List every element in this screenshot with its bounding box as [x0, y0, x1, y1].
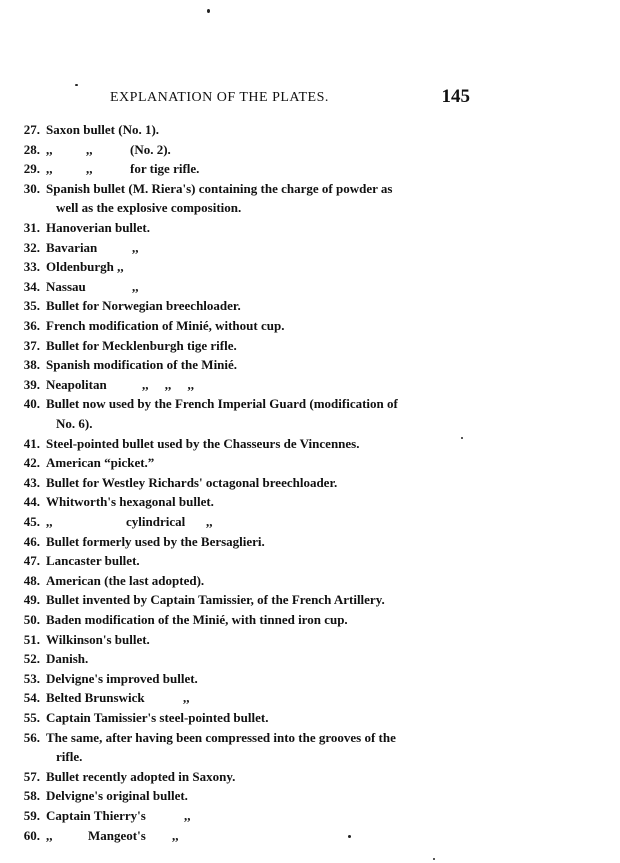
plate-entry [0, 396, 620, 415]
entry-number: 58. [23, 788, 40, 804]
plate-entry [0, 769, 620, 788]
entry-text: Hanoverian bullet. [46, 220, 151, 235]
entry-text: French modification of Minié, without cup. [46, 318, 285, 333]
entry-ditto-column: ,, [132, 278, 139, 294]
entry-number: 53. [23, 670, 40, 686]
entry-number: 57. [23, 768, 40, 784]
entry-ditto-column: Mangeot's [88, 827, 146, 843]
entry-text: Lancaster bullet. [46, 553, 140, 569]
entry-text: American (the last adopted). [46, 572, 205, 588]
plate-entry [0, 788, 620, 807]
entry-number: 55. [23, 710, 40, 725]
entry-text: ,, [46, 141, 53, 157]
entry-text: Oldenburgh ,, [46, 259, 124, 275]
entry-number: 52. [23, 651, 40, 667]
plate-entry [0, 710, 620, 729]
plate-entry [0, 259, 620, 278]
entry-text: Bullet invented by Captain Tamissier, of the French Artillery. [46, 592, 385, 608]
entry-text: Baden modification of the Minié, with tinned iron cup. [46, 612, 348, 627]
plate-entry [0, 494, 620, 513]
plate-entry [0, 690, 620, 709]
entry-number: 49. [23, 592, 40, 608]
scan-speck [433, 858, 435, 860]
plate-entry [0, 632, 620, 651]
entry-ditto-column: ,, [132, 239, 139, 255]
entry-ditto-column: ,, [184, 808, 191, 823]
entry-text: Bullet for Norwegian breechloader. [46, 298, 241, 314]
plate-entry [0, 318, 620, 337]
entry-number: 48. [23, 572, 40, 588]
entry-text: ,, [46, 827, 53, 843]
entry-text: Delvigne's original bullet. [46, 788, 188, 804]
entry-number: 30. [23, 180, 40, 196]
entry-ditto-column: cylindrical [126, 514, 186, 529]
entry-number: 33. [23, 259, 40, 275]
plate-entry [0, 436, 620, 455]
running-title: EXPLANATION OF THE PLATES. [110, 90, 329, 105]
plate-entry-continuation [0, 416, 620, 435]
plate-entry [0, 455, 620, 474]
entry-text: Bullet for Mecklenburgh tige rifle. [46, 337, 237, 353]
entry-text: Bavarian [46, 239, 98, 255]
entry-text: Captain Tamissier's steel-pointed bullet. [46, 710, 269, 725]
entry-ditto-column: for tige rifle. [130, 161, 200, 177]
entry-number: 34. [23, 278, 40, 294]
plate-entry [0, 377, 620, 396]
entry-number: 32. [23, 239, 40, 255]
scan-speck [75, 84, 78, 86]
plate-entry-continuation [0, 749, 620, 768]
plate-entry [0, 338, 620, 357]
entry-number: 40. [23, 396, 40, 412]
scan-speck [348, 835, 351, 838]
entry-text: Wilkinson's bullet. [46, 631, 150, 647]
entry-text: Bullet for Westley Richards' octagonal breechloader. [46, 474, 338, 490]
plate-entry [0, 651, 620, 670]
entry-text: Danish. [46, 651, 89, 667]
plate-entry [0, 357, 620, 376]
entry-number: 28. [23, 141, 40, 157]
plate-entry [0, 298, 620, 317]
plate-entry [0, 161, 620, 180]
plate-entry [0, 142, 620, 161]
entry-number: 35. [23, 298, 40, 314]
page-number: 145 [441, 86, 470, 107]
plate-entry [0, 592, 620, 611]
entry-text: The same, after having been compressed into the grooves of the [46, 729, 396, 745]
entry-number: 37. [23, 337, 40, 353]
entry-text: Bullet formerly used by the Bersaglieri. [46, 533, 265, 549]
plate-entry [0, 240, 620, 259]
entry-number: 43. [23, 474, 40, 490]
plate-entry [0, 828, 620, 847]
entry-text: ,, [46, 514, 53, 529]
entry-number: 56. [23, 729, 40, 745]
entry-text: Bullet now used by the French Imperial Guard (modification of [46, 396, 398, 412]
entry-number: 44. [23, 494, 40, 510]
entry-text: Belted Brunswick [46, 690, 145, 706]
entry-ditto-column: ,, [172, 827, 179, 843]
plate-entry [0, 612, 620, 631]
entry-text: ,, [46, 161, 53, 177]
entry-ditto-column: ,, ,, ,, [142, 376, 194, 392]
entry-number: 36. [23, 318, 40, 333]
entry-ditto-column: ,, [183, 690, 190, 706]
entry-number: 38. [23, 357, 40, 373]
plate-entry [0, 534, 620, 553]
plate-entry [0, 279, 620, 298]
entry-text: Neapolitan [46, 376, 107, 392]
plate-entry [0, 671, 620, 690]
entry-text: Nassau [46, 278, 86, 294]
entry-ditto-column: ,, [206, 514, 213, 529]
entry-number: 27. [23, 122, 40, 137]
entry-text: Captain Thierry's [46, 808, 146, 823]
entry-text: Saxon bullet (No. 1). [46, 122, 160, 137]
scan-speck [207, 9, 210, 13]
entry-continuation-text: well as the explosive composition. [56, 200, 242, 216]
entry-number: 60. [23, 827, 40, 843]
entry-text: Whitworth's hexagonal bullet. [46, 494, 214, 510]
entry-text: Delvigne's improved bullet. [46, 670, 198, 686]
entry-text: Spanish bullet (M. Riera's) containing the charge of powder as [46, 180, 393, 196]
scan-speck [461, 437, 463, 439]
entry-ditto-column: ,, [86, 161, 93, 177]
plate-entry [0, 573, 620, 592]
plate-entry [0, 122, 620, 141]
entry-number: 29. [23, 161, 40, 177]
entry-number: 50. [23, 612, 40, 627]
entry-number: 54. [23, 690, 40, 706]
entry-number: 39. [23, 376, 40, 392]
entry-number: 46. [23, 533, 40, 549]
entry-ditto-column: (No. 2). [130, 141, 171, 157]
plate-entry [0, 475, 620, 494]
plate-entry [0, 808, 620, 827]
entry-number: 41. [23, 435, 40, 451]
plate-entry [0, 181, 620, 200]
plate-entry [0, 514, 620, 533]
plate-entry [0, 730, 620, 749]
entry-number: 42. [23, 455, 40, 471]
entry-number: 45. [23, 514, 40, 529]
entry-number: 47. [23, 553, 40, 569]
page-header [110, 86, 470, 112]
entry-continuation-text: No. 6). [56, 416, 93, 431]
plate-entry [0, 553, 620, 572]
entry-continuation-text: rifle. [56, 749, 83, 765]
plate-entry-continuation [0, 200, 620, 219]
plate-entry [0, 220, 620, 239]
entry-text: Spanish modification of the Minié. [46, 357, 238, 373]
entry-number: 59. [23, 808, 40, 823]
entry-number: 51. [23, 631, 40, 647]
entry-ditto-column: ,, [86, 141, 93, 157]
entry-text: American “picket.” [46, 455, 155, 471]
entry-text: Bullet recently adopted in Saxony. [46, 768, 236, 784]
entry-text: Steel-pointed bullet used by the Chasseurs de Vincennes. [46, 435, 360, 451]
entry-number: 31. [23, 220, 40, 235]
